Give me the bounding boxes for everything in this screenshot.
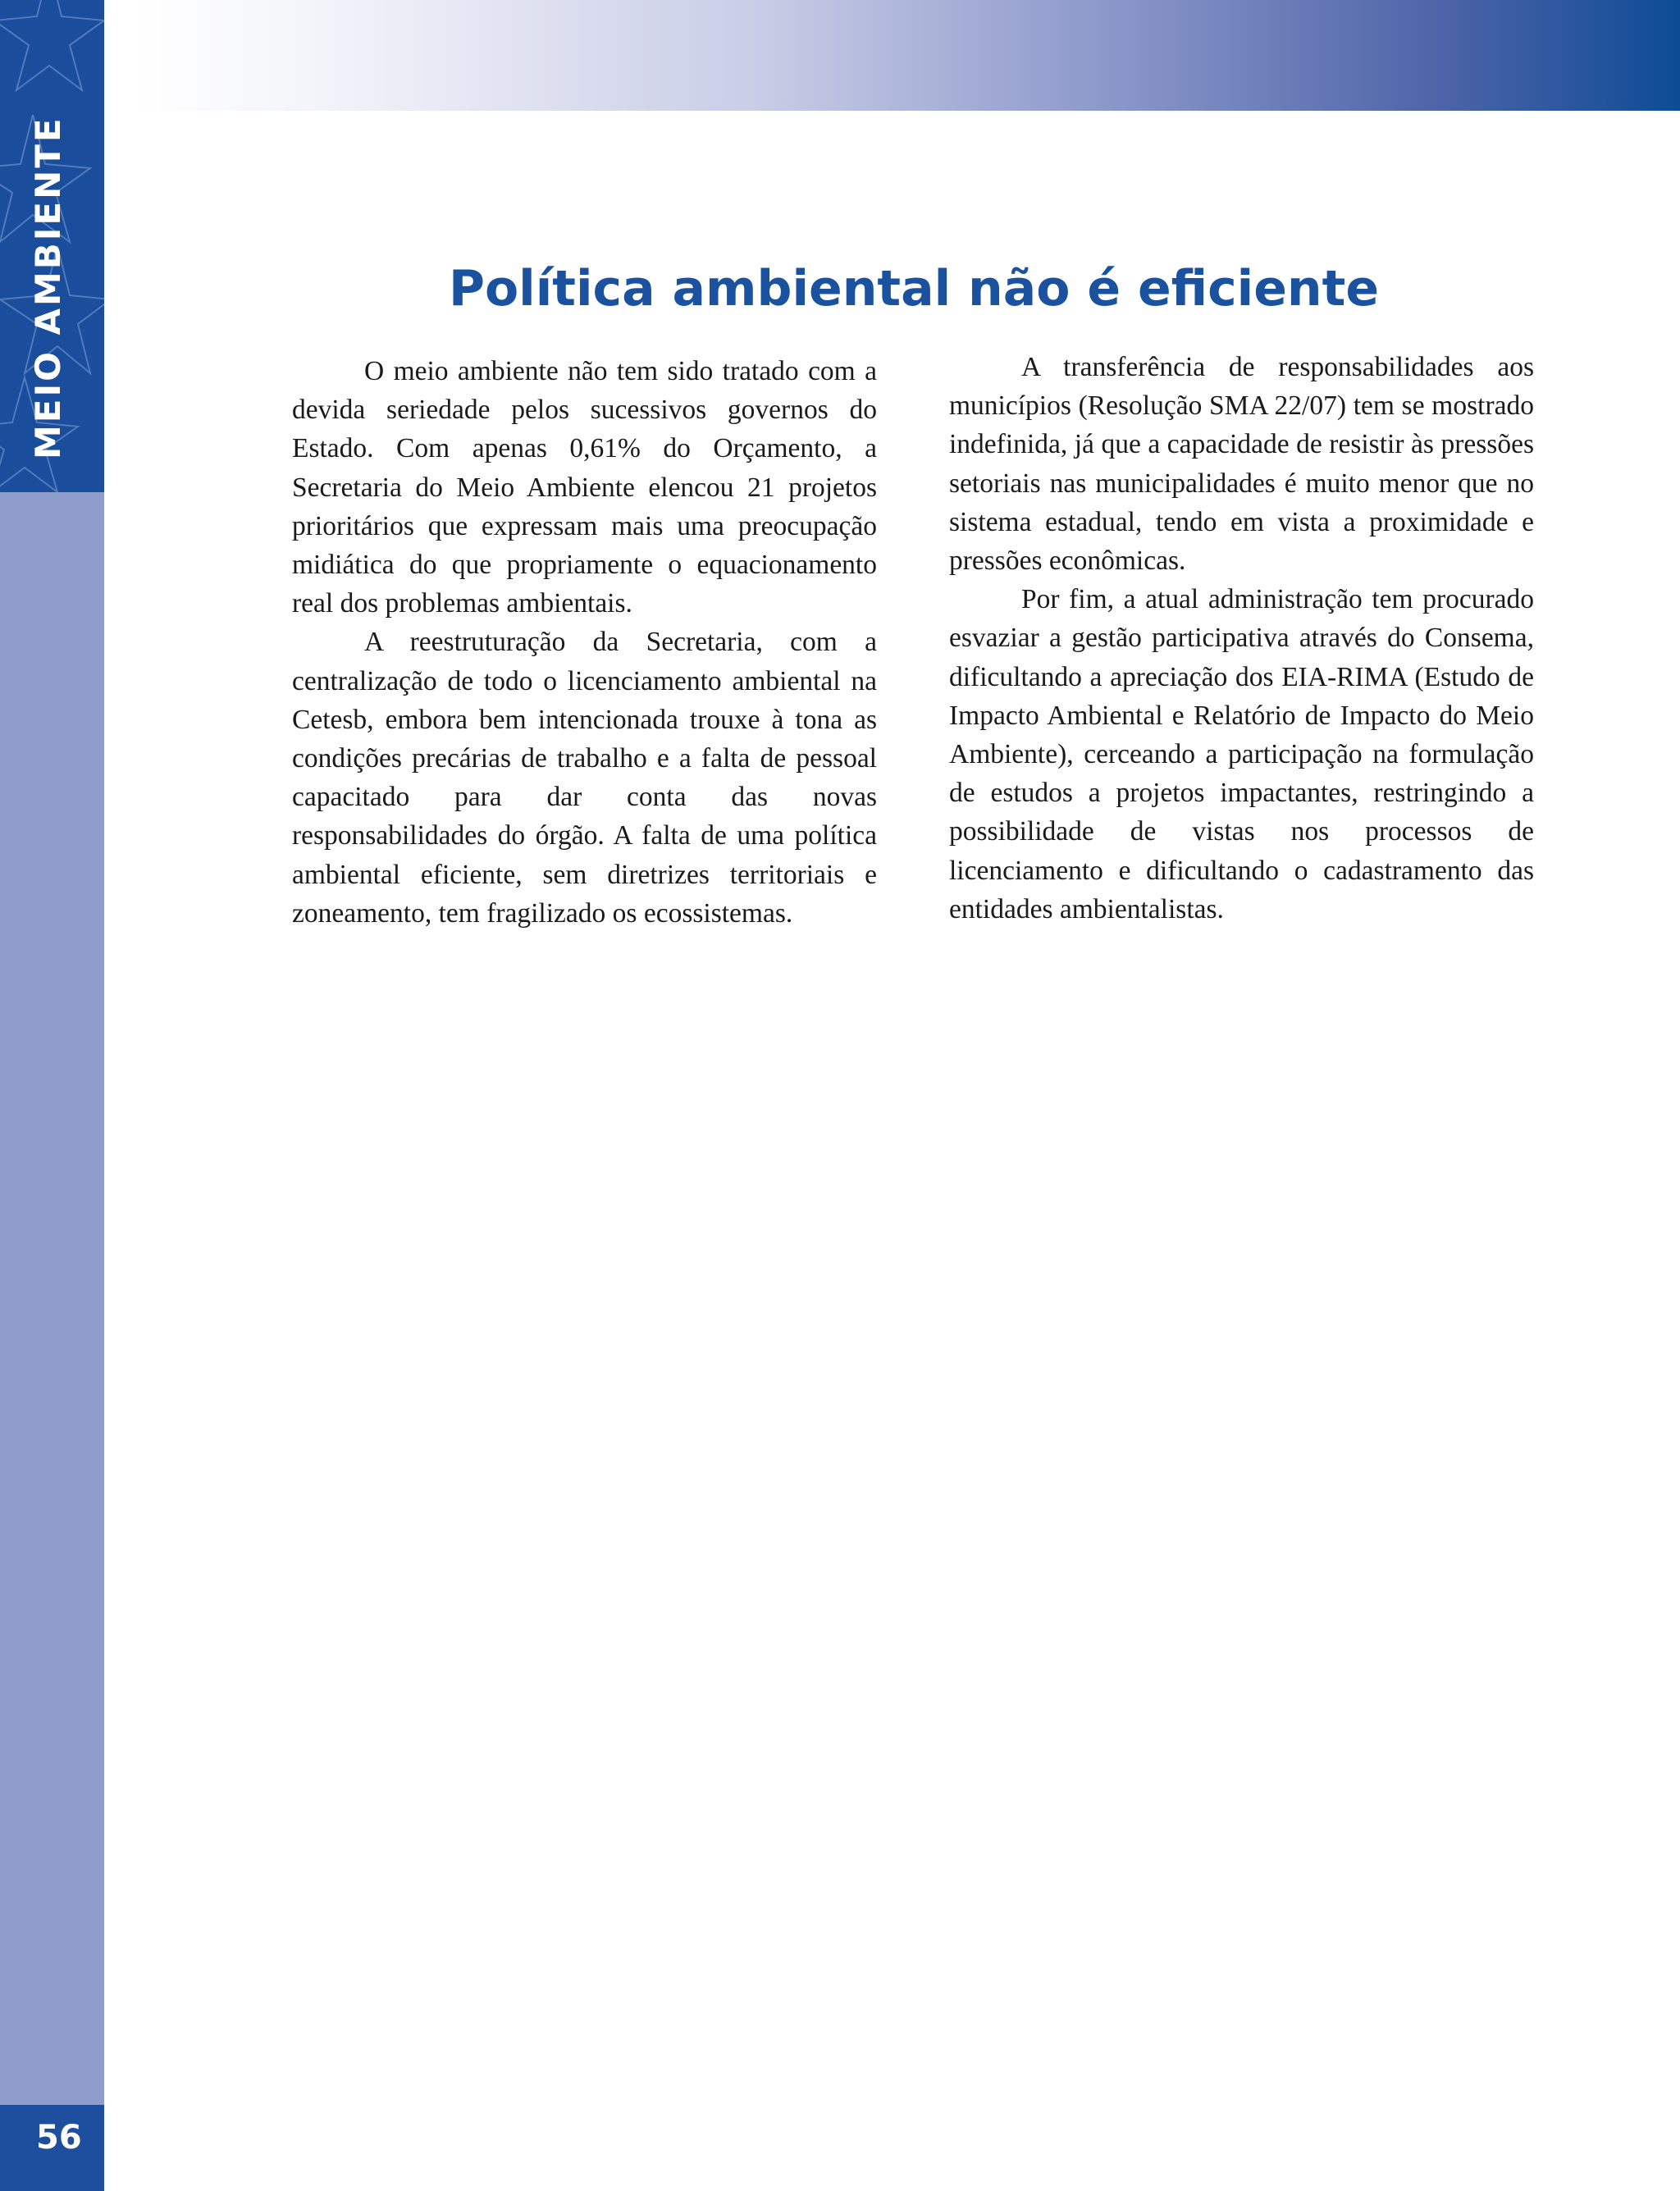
paragraph: A reestruturação da Secretaria, com a centralização de todo o licenciamento ambiental na Cetesb, embora bem intencionada trouxe à tona as condições precárias de trabalho e a falta de pessoal capacitado para dar conta das novas responsabilidades do órgão. A falta de uma política ambiental eficiente, sem diretrizes territoriais e zoneamento, tem fragilizado os ecossistemas. xyxy=(292,627,877,929)
right-column xyxy=(949,348,1534,929)
sidebar-strip xyxy=(0,492,104,2105)
paragraph: A transferência de responsabilidades aos municípios (Resolução SMA 22/07) tem se mostrado indefinida, já que a capacidade de resistir às pressões setoriais nas municipalidades é muito menor que no sistema estadual, tendo em vista a proximidade e pressões econômicas. xyxy=(949,352,1534,577)
left-column xyxy=(292,352,877,933)
header-gradient-band xyxy=(135,0,1680,111)
page-number: 56 xyxy=(36,2119,82,2157)
article-title: Política ambiental não é eficiente xyxy=(448,260,1380,317)
paragraph: O meio ambiente não tem sido tratado com a devida seriedade pelos sucessivos governos do Estado. Com apenas 0,61% do Orçamento, a Secretaria do Meio Ambiente elencou 21 projetos prioritários que expressam mais uma preocupação midiática do que propriamente o equacionamento real dos problemas ambientais. xyxy=(292,356,877,619)
paragraph: Por fim, a atual administração tem procurado esvaziar a gestão participativa através do Consema, dificultando a apreciação dos EIA-RIMA (Estudo de Impacto Ambiental e Relatório de Impacto do Meio Ambiente), cerceando a participação na formulação de estudos a projetos impactantes, restringindo a possibilidade de vistas nos processos de licenciamento e dificultando o cadastramento das entidades ambientalistas. xyxy=(949,584,1534,924)
